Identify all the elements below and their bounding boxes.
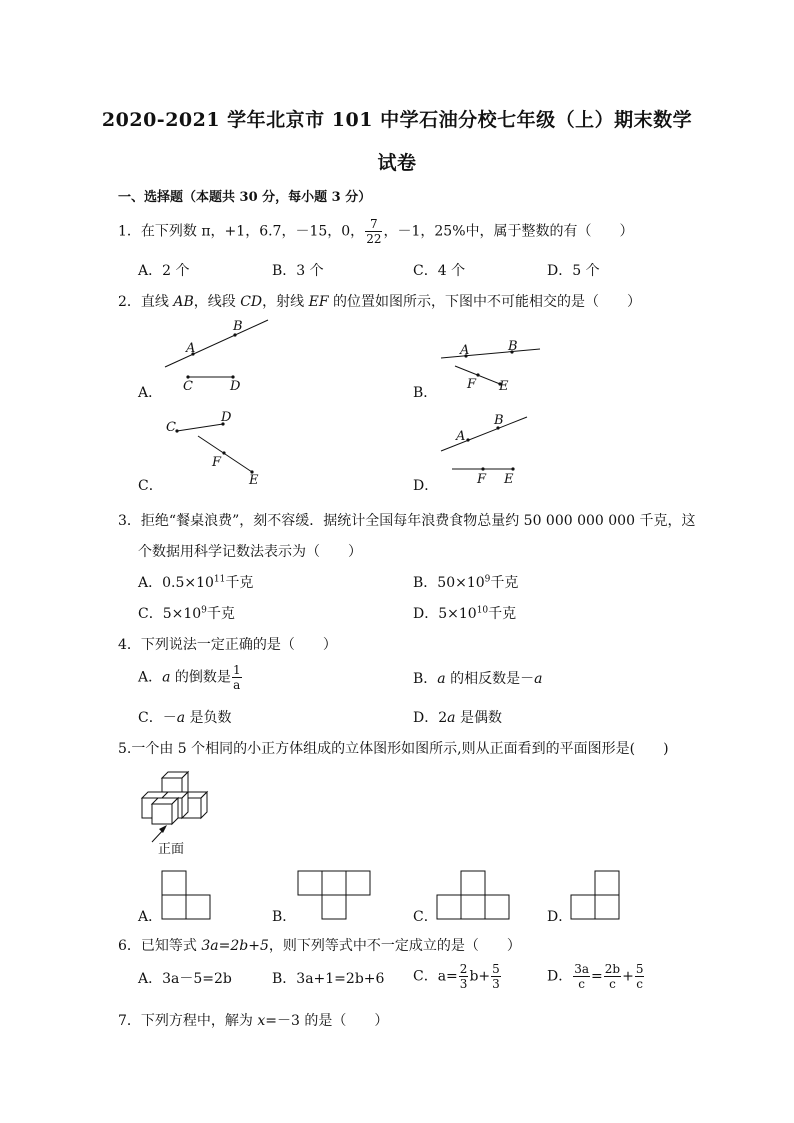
q6-option-a[interactable]: A．3a－5=2b	[138, 971, 232, 987]
q3-option-a[interactable]: A．$0.5\times 10^{11}$千克	[138, 574, 254, 591]
fraction: $\frac{7}{22}$	[366, 217, 382, 246]
fraction: $\frac{5}{c}$	[635, 962, 644, 991]
fraction: $\frac{5}{3}$	[492, 962, 500, 991]
q1-option-b[interactable]: B．3 个	[272, 263, 324, 279]
point-label-b: B	[494, 413, 504, 428]
point-label-f: F	[467, 377, 477, 392]
q1-option-a[interactable]: A．2 个	[138, 263, 190, 279]
point-label-b: B	[508, 339, 518, 354]
point-label-f: F	[477, 472, 487, 487]
question-2-stem: 2．直线 AB，线段 CD，射线 EF 的位置如图所示，下图中不可能相交的是（ ）	[118, 294, 641, 310]
fraction: $\frac{3a}{c}$	[574, 962, 590, 991]
q2-option-d[interactable]: D．	[413, 478, 439, 494]
point-label-a: A	[460, 343, 470, 358]
q5-figure-a	[162, 871, 210, 919]
point-label-d: D	[230, 379, 241, 394]
point-label-c: C	[166, 420, 176, 435]
q3-option-d[interactable]: D．$5\times 10^{10}$千克	[413, 605, 517, 622]
section-heading: 一、选择题（本题共 30 分，每小题 3 分）	[118, 190, 372, 205]
point-label-b: B	[233, 319, 243, 334]
q5-option-d[interactable]: D．	[547, 909, 573, 925]
paper-title-line2: 试卷	[377, 152, 417, 174]
q6-option-c[interactable]: C．a= $\frac{2}{3}$ b+ $\frac{5}{3}$	[413, 962, 500, 991]
point-label-d: D	[221, 410, 232, 425]
point-label-c: C	[183, 379, 193, 394]
q5-figure-b	[298, 871, 370, 919]
q3-option-b[interactable]: B．$50\times 10^9$千克	[413, 574, 519, 591]
q2-option-c[interactable]: C．	[138, 478, 163, 494]
point-label-a: A	[186, 341, 196, 356]
q6-option-b[interactable]: B．3a+1=2b+6	[272, 971, 385, 987]
q5-option-a[interactable]: A．	[138, 909, 163, 925]
q5-option-b[interactable]: B．	[272, 909, 297, 925]
q5-option-c[interactable]: C．	[413, 909, 438, 925]
fraction: $\frac{2b}{c}$	[604, 962, 621, 991]
q2-option-b[interactable]: B．	[413, 385, 438, 401]
point-label-e: E	[499, 379, 509, 394]
question-5-stem: 5.一个由 5 个相同的小正方体组成的立体图形如图所示,则从正面看到的平面图形是( )	[118, 741, 669, 757]
q1-option-c[interactable]: C．4 个	[413, 263, 466, 279]
paper-title-line1: 2020-2021 学年北京市 101 中学石油分校七年级（上）期末数学	[101, 109, 693, 131]
q4-option-a[interactable]: A．a 的倒数是 $\frac{1}{a}$	[138, 663, 241, 692]
point-label-e: E	[504, 472, 514, 487]
q5-figure-d	[571, 871, 619, 919]
q1-option-d[interactable]: D．5 个	[547, 263, 600, 279]
point-label-a: A	[456, 429, 466, 444]
question-4-stem: 4．下列说法一定正确的是（ ）	[118, 637, 337, 653]
fraction: $\frac{2}{3}$	[459, 962, 468, 991]
question-7-stem: 7．下列方程中，解为 x=－3 的是（ ）	[118, 1013, 389, 1029]
front-view-label: 正面	[158, 842, 185, 857]
q2-option-a[interactable]: A．	[138, 385, 163, 401]
question-3-stem-line1: 3．拒绝“餐桌浪费”，刻不容缓．据统计全国每年浪费食物总量约 50 000 000 000 千克，这	[118, 513, 696, 529]
q3-option-c[interactable]: C．$5\times 10^9$千克	[138, 605, 235, 622]
question-3-stem-line2: 个数据用科学记数法表示为（ ）	[138, 544, 362, 560]
question-1-stem: 1．在下列数 π，+1，6.7，－15，0， $\frac{7}{22}$ ，－1，25%中，属于整数的有（ ）	[118, 217, 634, 246]
q4-option-d[interactable]: D．2a 是偶数	[413, 710, 502, 726]
q6-option-d[interactable]: D． $\frac{3a}{c}$ = $\frac{2b}{c}$ + $\frac{5}{c}$	[547, 962, 644, 991]
point-label-e: E	[249, 473, 259, 488]
q5-figure-c	[437, 871, 509, 919]
q4-option-b[interactable]: B．a 的相反数是－a	[413, 671, 543, 687]
point-label-f: F	[212, 455, 222, 470]
question-6-stem: 6．已知等式 3a=2b+5，则下列等式中不一定成立的是（ ）	[118, 938, 521, 954]
fraction: $\frac{1}{a}$	[232, 663, 241, 692]
q4-option-c[interactable]: C．－a 是负数	[138, 710, 232, 726]
